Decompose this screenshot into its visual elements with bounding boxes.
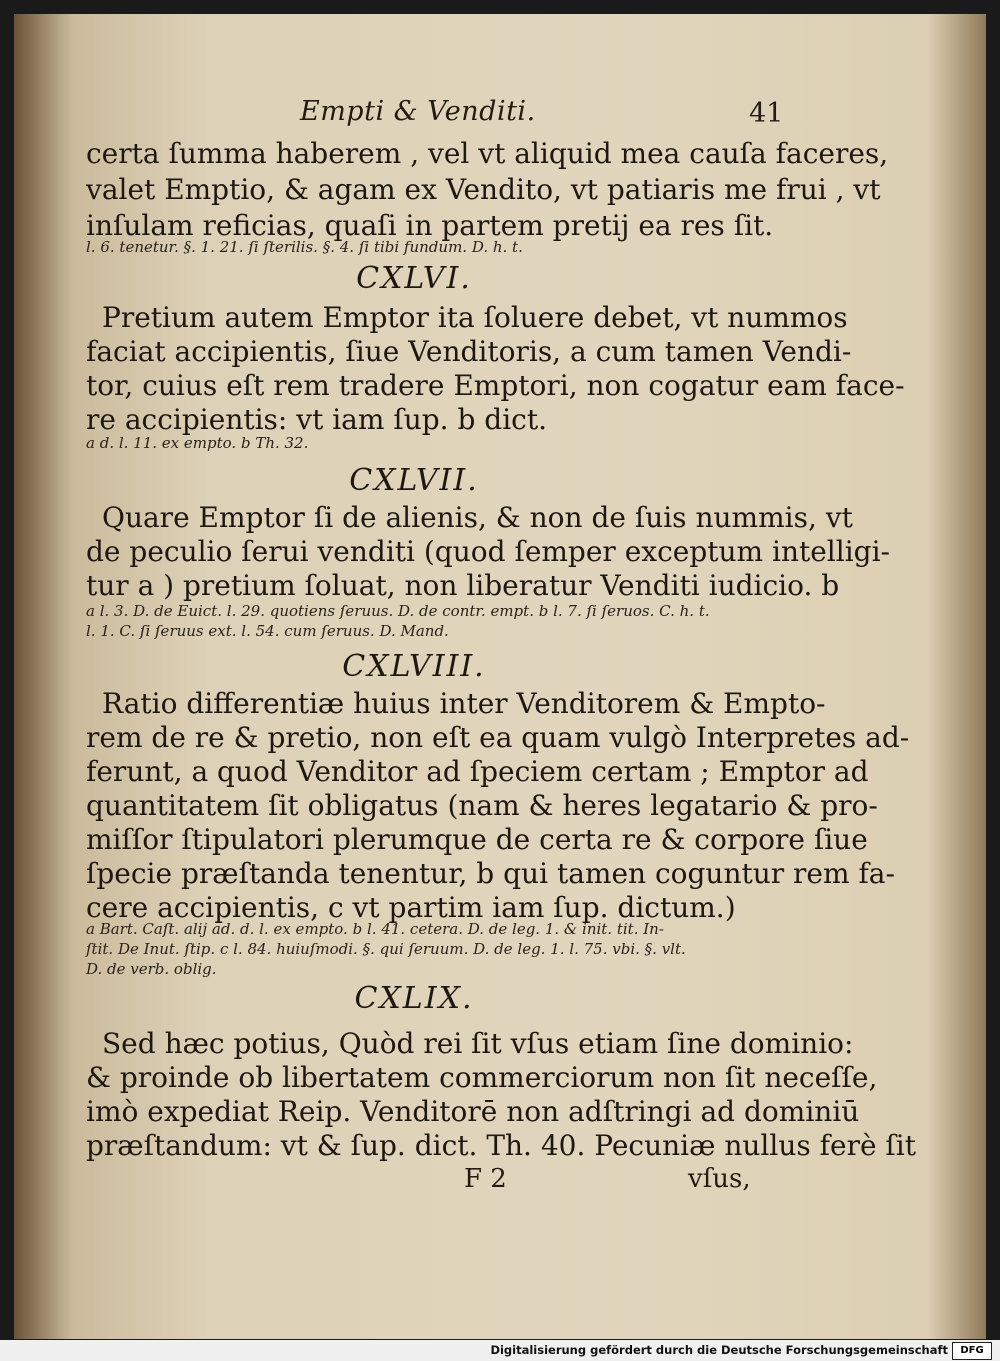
marginal-note: l. 6. tenetur. §. 1. 21. ſi ſterilis. §. 4. ſi tibi fundum. D. h. t. — [86, 238, 523, 256]
paragraph-line: cere accipientis, c vt partim iam ſup. dictum.) — [86, 891, 736, 924]
paragraph-line: & proinde ob libertatem commerciorum non ſit neceſſe, — [86, 1061, 878, 1094]
paragraph-line: Ratio differentiæ huius inter Venditorem & Empto- — [102, 687, 826, 720]
footnote: a d. l. 11. ex empto. b Th. 32. — [86, 434, 309, 452]
section-heading: CXLVII. — [349, 463, 479, 498]
section-heading: CXLIX. — [354, 981, 474, 1016]
book-page — [14, 14, 986, 1339]
dfg-logo: DFG — [952, 1342, 992, 1360]
signature-mark: F 2 — [464, 1164, 507, 1194]
paragraph-line: Sed hæc potius, Quòd rei ſit vſus etiam ſine dominio: — [102, 1027, 854, 1060]
paragraph-line: de peculio ſerui venditi (quod ſemper exceptum intelligi- — [86, 535, 891, 568]
body-line: valet Emptio, & agam ex Vendito, vt patiaris me frui , vt — [86, 173, 881, 206]
paragraph-line: præſtandum: vt & ſup. dict. Th. 40. Pecuniæ nullus ferè ſit — [86, 1129, 916, 1162]
footnote: a Bart. Caſt. alij ad. d. l. ex empto. b l. 41. cetera. D. de leg. 1. & init. tit. In- — [86, 920, 664, 938]
section-heading: CXLVIII. — [342, 649, 486, 684]
section-heading: CXLVI. — [356, 261, 472, 296]
footnote: l. 1. C. ſi ſeruus ext. l. 54. cum ſeruus. D. Mand. — [86, 622, 449, 640]
paragraph-line: tur a ) pretium ſoluat, non liberatur Venditi iudicio. b — [86, 569, 840, 602]
paragraph-line: ferunt, a quod Venditor ad ſpeciem certam ; Emptor ad — [86, 755, 869, 788]
paragraph-line: ſpecie præſtanda tenentur, b qui tamen coguntur rem fa- — [86, 857, 895, 890]
paragraph-line: re accipientis: vt iam ſup. b dict. — [86, 403, 547, 436]
paragraph-line: faciat accipientis, ſiue Venditoris, a cum tamen Vendi- — [86, 335, 852, 368]
footer-credit: Digitalisierung gefördert durch die Deutsche Forschungsgemeinschaft — [490, 1343, 948, 1357]
digitization-footer — [0, 1340, 1000, 1361]
paragraph-line: rem de re & pretio, non eſt ea quam vulgò Interpretes ad- — [86, 721, 910, 754]
page-number: 41 — [749, 98, 784, 129]
paragraph-line: miſſor ſtipulatori plerumque de certa re & corpore ſiue — [86, 823, 868, 856]
footnote: ſtit. De Inut. ſtip. c l. 84. huiuſmodi. §. qui ſeruum. D. de leg. 1. l. 75. vbi. §. vlt. — [86, 940, 686, 958]
paragraph-line: quantitatem ſit obligatus (nam & heres legatario & pro- — [86, 789, 878, 822]
footnote: a l. 3. D. de Euict. l. 29. quotiens ſeruus. D. de contr. empt. b l. 7. ſi ſeruos. C. h. t. — [86, 602, 710, 620]
paragraph-line: Quare Emptor ſi de alienis, & non de ſuis nummis, vt — [102, 501, 853, 534]
paragraph-line: imò expediat Reip. Venditorē non adſtringi ad dominiū — [86, 1095, 860, 1128]
paragraph-line: Pretium autem Emptor ita ſoluere debet, vt nummos — [102, 301, 848, 334]
running-head: Empti & Venditi. — [300, 96, 536, 127]
body-line: certa ſumma haberem , vel vt aliquid mea cauſa faceres, — [86, 137, 889, 170]
body-line: inſulam reficias, quaſi in partem pretij ea res ſit. — [86, 209, 774, 242]
footnote: D. de verb. oblig. — [86, 960, 217, 978]
catchword: vſus, — [688, 1164, 751, 1194]
paragraph-line: tor, cuius eſt rem tradere Emptori, non cogatur eam face- — [86, 369, 905, 402]
